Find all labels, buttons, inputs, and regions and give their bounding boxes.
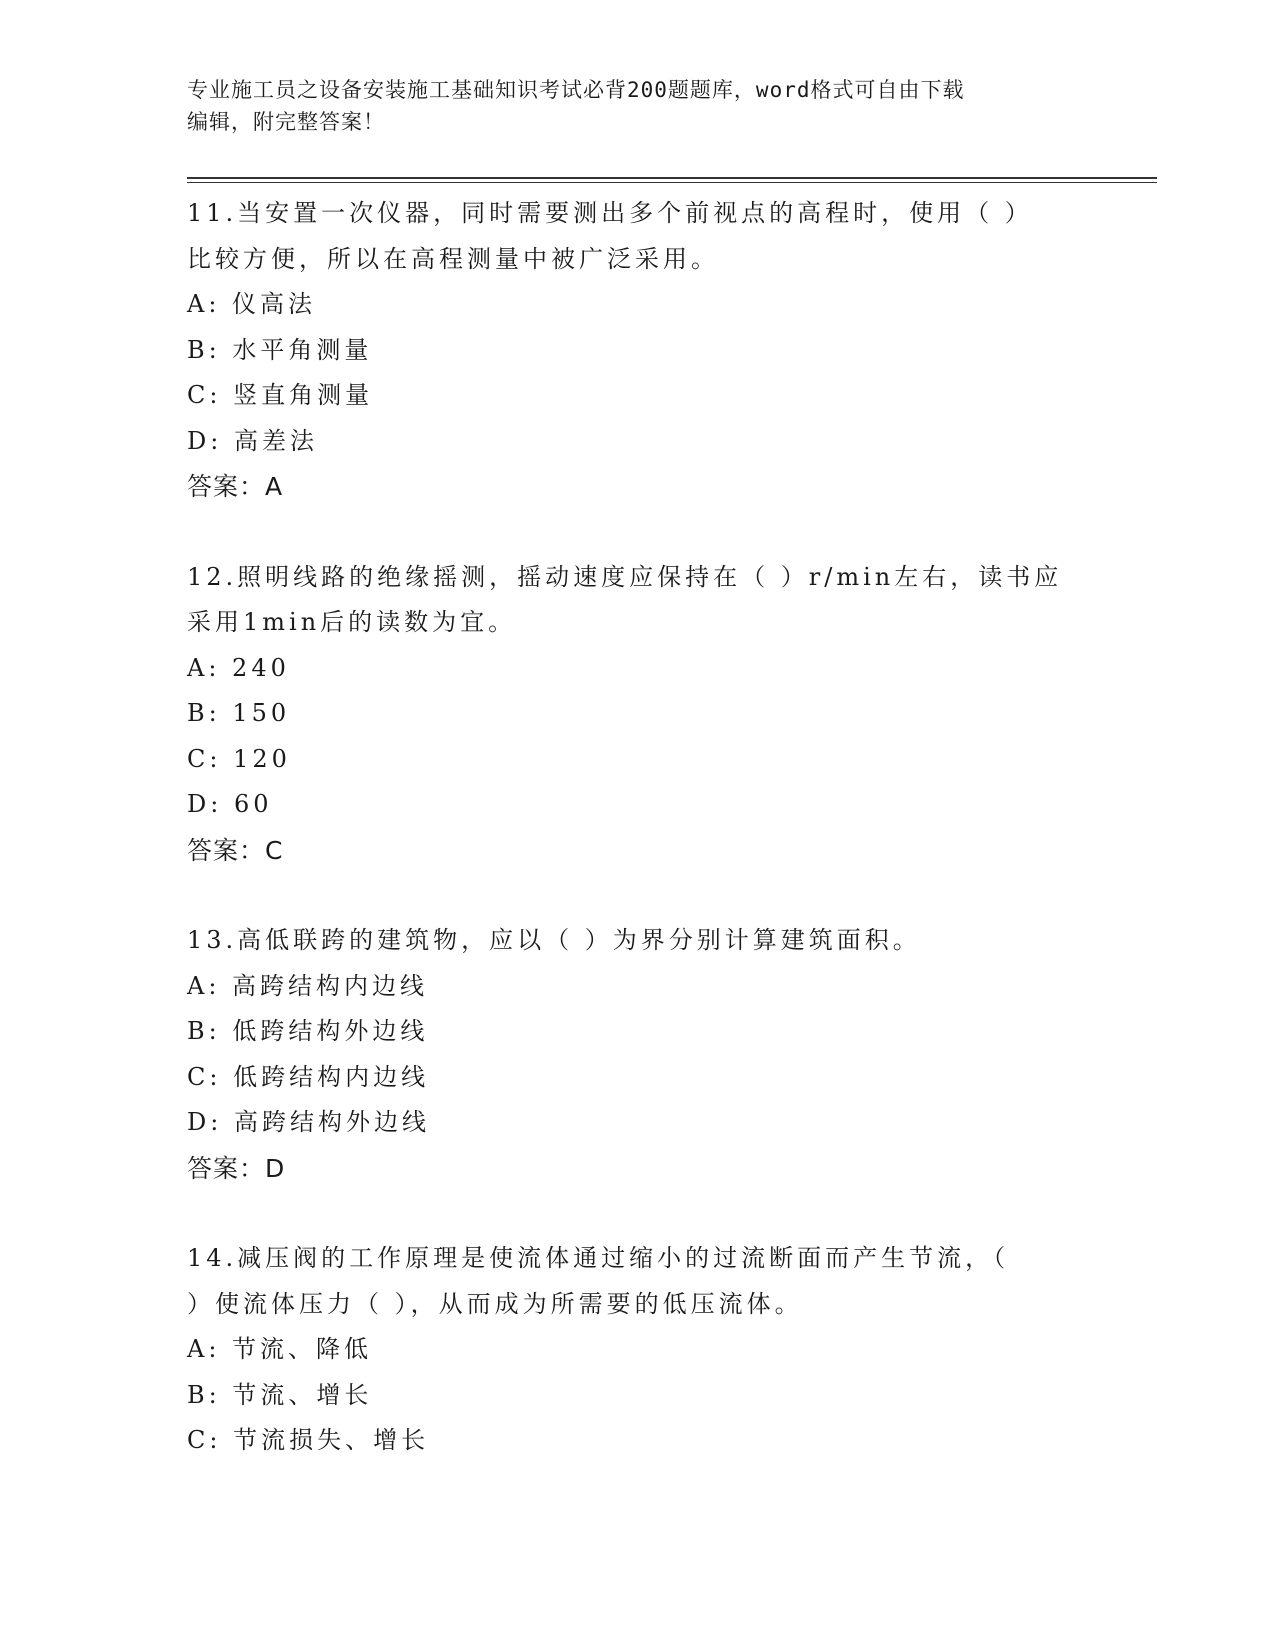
question-text-line: ）使流体压力（ ），从而成为所需要的低压流体。	[187, 1289, 803, 1318]
question-13	[187, 918, 1087, 1191]
option-d: D: 高跨结构外边线	[187, 1108, 430, 1136]
question-text-line: 比较方便，所以在高程测量中被广泛采用。	[187, 244, 719, 273]
option-b: B: 150	[187, 699, 291, 727]
question-text-line: 11.当安置一次仪器，同时需要测出多个前视点的高程时，使用（ ）	[187, 199, 1033, 227]
option-d: D: 60	[187, 790, 273, 818]
document-page	[187, 0, 1157, 1650]
header-divider	[187, 177, 1157, 183]
question-text-line: 14.减压阀的工作原理是使流体通过缩小的过流断面而产生节流，（	[187, 1244, 1010, 1272]
answer: 答案：C	[187, 835, 284, 865]
option-b: B: 节流、增长	[187, 1380, 373, 1409]
question-spacer	[187, 1191, 1087, 1236]
option-c: C: 节流损失、增长	[187, 1426, 430, 1454]
document-header	[187, 74, 1067, 138]
question-12	[187, 555, 1087, 874]
answer: 答案：A	[187, 472, 284, 501]
question-11	[187, 191, 1087, 510]
answer: 答案：D	[187, 1153, 286, 1183]
question-text-line: 12.照明线路的绝缘摇测，摇动速度应保持在（ ）r/min左右，读书应	[187, 562, 1063, 591]
option-c: C: 120	[187, 744, 291, 773]
option-b: B: 水平角测量	[187, 335, 373, 364]
question-spacer	[187, 510, 1087, 555]
question-text-line: 13.高低联跨的建筑物，应以（ ）为界分别计算建筑面积。	[187, 926, 921, 954]
option-a: A: 高跨结构内边线	[187, 971, 429, 1000]
option-a: A: 240	[187, 653, 290, 682]
header-line-1: 专业施工员之设备安装施工基础知识考试必背200题题库，word格式可自由下载	[187, 78, 965, 102]
option-c: C: 竖直角测量	[187, 381, 374, 409]
option-d: D: 高差法	[187, 426, 318, 455]
option-b: B: 低跨结构外边线	[187, 1017, 429, 1045]
question-14	[187, 1236, 1087, 1464]
header-line-2: 编辑，附完整答案！	[187, 110, 385, 134]
option-a: A: 节流、降低	[187, 1335, 373, 1363]
question-text-line: 采用1min后的读数为宜。	[187, 608, 517, 636]
option-c: C: 低跨结构内边线	[187, 1062, 430, 1091]
question-list	[187, 191, 1087, 1464]
question-spacer	[187, 873, 1087, 918]
option-a: A: 仪高法	[187, 290, 317, 318]
